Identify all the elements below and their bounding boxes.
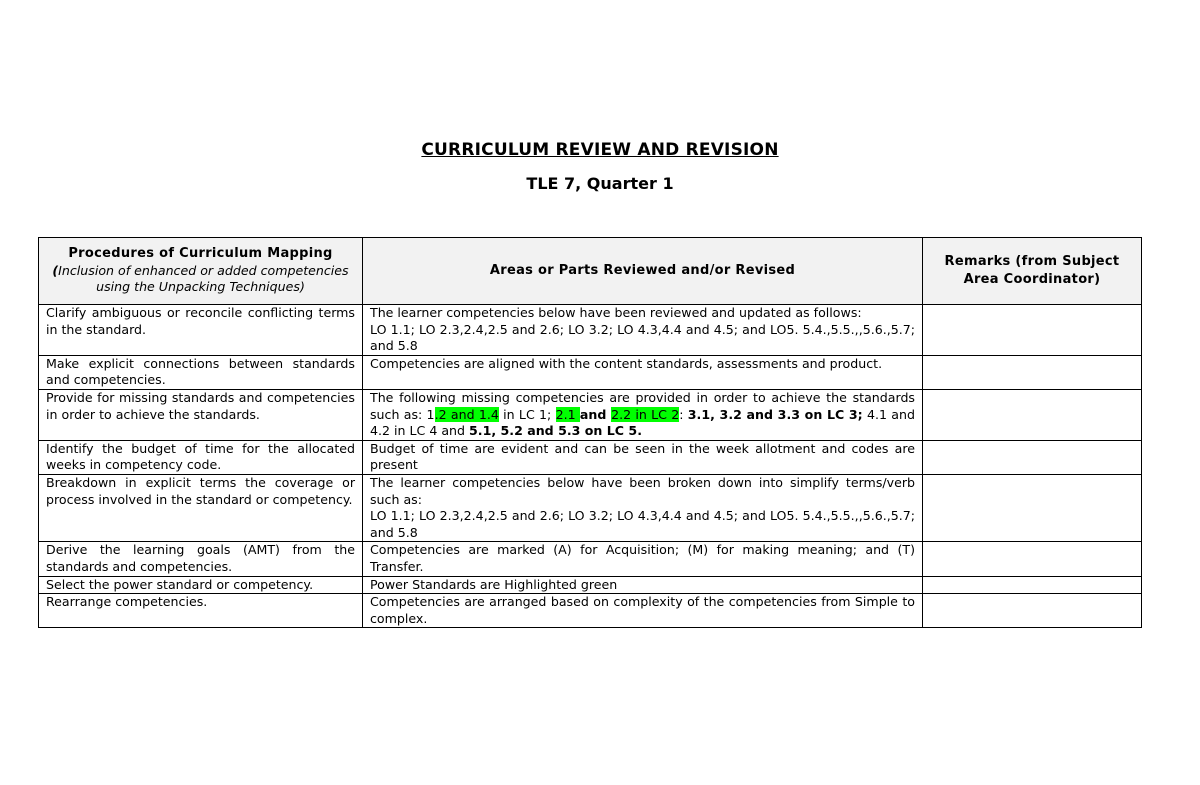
review-cell: Budget of time are evident and can be seen in the week allotment and codes are present xyxy=(363,440,923,474)
procedure-cell: Make explicit connections between standards and competencies. xyxy=(39,355,363,389)
review-cell: Competencies are marked (A) for Acquisition; (M) for making meaning; and (T) Transfer. xyxy=(363,542,923,576)
table-row xyxy=(39,542,1142,576)
remarks-cell[interactable] xyxy=(923,440,1142,474)
remarks-cell[interactable] xyxy=(923,389,1142,440)
highlighted-competency: 2.1 xyxy=(555,406,580,422)
procedure-cell: Rearrange competencies. xyxy=(39,594,363,628)
document-subtitle: TLE 7, Quarter 1 xyxy=(526,174,674,193)
remarks-cell[interactable] xyxy=(923,576,1142,594)
procedure-cell: Provide for missing standards and competencies in order to achieve the standards. xyxy=(39,389,363,440)
header-procedures-note: (Inclusion of enhanced or added competencies using the Unpacking Techniques) xyxy=(52,262,349,295)
review-cell: Power Standards are Highlighted green xyxy=(363,576,923,594)
procedure-cell: Derive the learning goals (AMT) from the standards and competencies. xyxy=(39,542,363,576)
remarks-cell[interactable] xyxy=(923,305,1142,356)
remarks-cell[interactable] xyxy=(923,542,1142,576)
review-cell: The learner competencies below have been broken down into simplify terms/verb such as: LO 1.1; LO 2.3,2.4,2.5 and 2.6; LO 3.2; LO 4.3,4.4 and 4.5; and LO5. 5.4.,5.5.,,5.6.,5.7; and 5.8 xyxy=(363,474,923,541)
header-areas-reviewed: Areas or Parts Reviewed and/or Revised xyxy=(363,238,923,305)
remarks-cell[interactable] xyxy=(923,355,1142,389)
remarks-cell[interactable] xyxy=(923,474,1142,541)
remarks-cell[interactable] xyxy=(923,594,1142,628)
curriculum-table xyxy=(38,237,1142,628)
document-title: CURRICULUM REVIEW AND REVISION xyxy=(421,140,779,160)
review-cell: The following missing competencies are provided in order to achieve the standards such as: 1.2 and 1.4 in LC 1; 2.1 and 2.2 in LC 2: 3.1, 3.2 and 3.3 on LC 3; 4.1 and 4.2 in LC 4 and 5.1, 5.2 and 5.3 on LC 5. xyxy=(363,389,923,440)
table-row xyxy=(39,305,1142,356)
table-row xyxy=(39,594,1142,628)
table-row xyxy=(39,474,1142,541)
header-procedures xyxy=(39,238,363,305)
highlighted-competency: .2 and 1.4 xyxy=(434,406,499,422)
procedure-cell: Clarify ambiguous or reconcile conflicting terms in the standard. xyxy=(39,305,363,356)
highlighted-competency: 2.2 in LC 2 xyxy=(611,406,680,422)
table-row xyxy=(39,576,1142,594)
table-header-row xyxy=(39,238,1142,305)
header-procedures-title: Procedures of Curriculum Mapping xyxy=(68,246,333,262)
table-row xyxy=(39,440,1142,474)
procedure-cell: Breakdown in explicit terms the coverage or process involved in the standard or competency. xyxy=(39,474,363,541)
procedure-cell: Identify the budget of time for the allocated weeks in competency code. xyxy=(39,440,363,474)
procedure-cell: Select the power standard or competency. xyxy=(39,576,363,594)
table-row xyxy=(39,355,1142,389)
table-row xyxy=(39,389,1142,440)
review-cell: Competencies are aligned with the content standards, assessments and product. xyxy=(363,355,923,389)
review-cell: The learner competencies below have been reviewed and updated as follows: LO 1.1; LO 2.3,2.4,2.5 and 2.6; LO 3.2; LO 4.3,4.4 and 4.5; and LO5. 5.4.,5.5.,,5.6.,5.7; and 5.8 xyxy=(363,305,923,356)
review-cell: Competencies are arranged based on complexity of the competencies from Simple to complex. xyxy=(363,594,923,628)
header-remarks: Remarks (from Subject Area Coordinator) xyxy=(923,238,1142,305)
